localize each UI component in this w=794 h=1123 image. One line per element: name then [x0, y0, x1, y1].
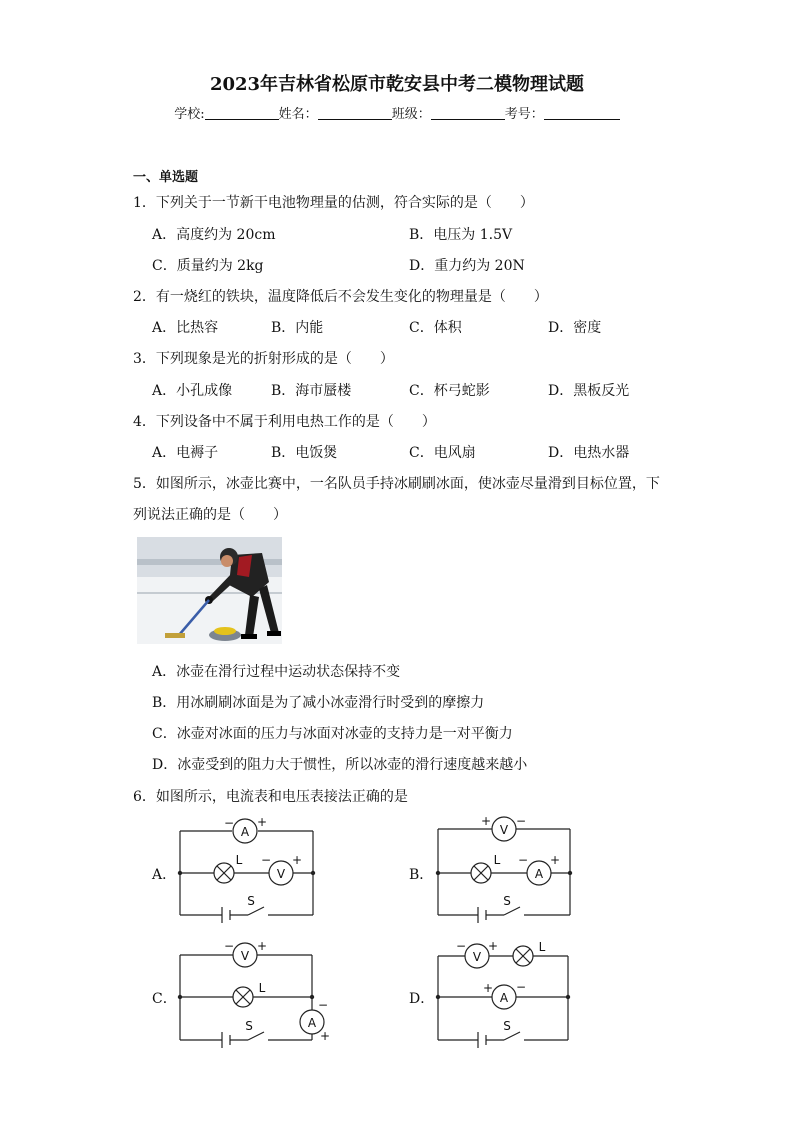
q3-option-a[interactable]: A．小孔成像 [152, 383, 233, 399]
circuit-d-voltmeter-symbol: V [472, 950, 482, 964]
q4-option-d[interactable]: D．电热水器 [548, 445, 630, 461]
name-label: 姓名： [278, 107, 318, 122]
circuit-a-voltmeter-symbol: V [276, 867, 286, 881]
q5-option-d[interactable]: D．冰壶受到的阻力大于惯性，所以冰壶的滑行速度越来越小 [152, 757, 528, 773]
circuit-c-switch-label: S [245, 1019, 253, 1033]
question-4-stem: 4．下列设备中不属于利用电热工作的是（ ） [133, 414, 436, 430]
circuit-c-voltmeter-minus: − [223, 939, 235, 953]
circuit-a-switch-label: S [247, 894, 255, 908]
q2-option-a[interactable]: A．比热容 [152, 320, 219, 336]
q4-option-b[interactable]: B．电饭煲 [271, 445, 338, 461]
circuit-d-switch-label: S [503, 1019, 511, 1033]
q6-option-a[interactable]: A． [152, 867, 177, 883]
circuit-b-voltmeter-minus: − [515, 814, 527, 828]
circuit-b-lamp-label: L [493, 853, 501, 867]
circuit-b-voltmeter-symbol: V [499, 823, 509, 837]
q6-option-d[interactable]: D． [409, 991, 435, 1007]
circuit-a-voltmeter-plus: + [291, 853, 303, 867]
circuit-a-lamp-label: L [235, 853, 243, 867]
circuit-c-ammeter-minus: − [317, 998, 329, 1012]
circuit-b-ammeter-symbol: A [534, 867, 544, 881]
circuit-b-switch-label: S [503, 894, 511, 908]
circuit-d-ammeter-plus: + [482, 981, 494, 995]
question-2-stem: 2．有一烧红的铁块，温度降低后不会发生变化的物理量是（ ） [133, 289, 548, 305]
q3-option-c[interactable]: C．杯弓蛇影 [409, 383, 490, 399]
circuit-c-voltmeter-symbol: V [240, 949, 250, 963]
section-heading: 一、单选题 [133, 170, 199, 185]
q2-option-b[interactable]: B．内能 [271, 320, 324, 336]
circuit-a-ammeter-minus: − [223, 816, 235, 830]
q1-option-c[interactable]: C．质量约为 2kg [152, 258, 264, 274]
circuit-d-voltmeter-plus: + [487, 939, 499, 953]
q6-option-b[interactable]: B． [409, 867, 434, 883]
circuit-b-ammeter-minus: − [517, 853, 529, 867]
circuit-c-ammeter-symbol: A [307, 1016, 317, 1030]
q5-option-c[interactable]: C．冰壶对冰面的压力与冰面对冰壶的支持力是一对平衡力 [152, 726, 513, 742]
q4-option-a[interactable]: A．电褥子 [152, 445, 219, 461]
circuit-d-ammeter-minus: − [515, 980, 527, 994]
class-label: 班级： [391, 107, 431, 122]
circuit-b-ammeter-plus: + [549, 853, 561, 867]
q1-option-a[interactable]: A．高度约为 20cm [152, 227, 276, 243]
circuit-d-voltmeter-minus: − [455, 939, 467, 953]
q1-option-b[interactable]: B．电压为 1.5V [409, 227, 513, 243]
question-5-stem-line2: 列说法正确的是（ ） [133, 507, 287, 523]
page-title: 2023年吉林省松原市乾安县中考二模物理试题 [209, 74, 585, 95]
question-3-stem: 3．下列现象是光的折射形成的是（ ） [133, 351, 394, 367]
circuit-a-ammeter-plus: + [256, 815, 268, 829]
q3-option-b[interactable]: B．海市蜃楼 [271, 383, 352, 399]
question-1-stem: 1．下列关于一节新干电池物理量的估测，符合实际的是（ ） [133, 195, 534, 211]
school-label: 学校: [174, 107, 205, 122]
circuit-c-lamp-label: L [258, 981, 266, 995]
circuit-d-ammeter-symbol: A [499, 991, 509, 1005]
circuit-d-lamp-label: L [538, 940, 546, 954]
question-6-stem: 6．如图所示，电流表和电压表接法正确的是 [133, 789, 408, 805]
exam-no-label: 考号： [504, 107, 544, 122]
circuit-c-ammeter-plus: + [319, 1029, 331, 1043]
q2-option-d[interactable]: D．密度 [548, 320, 602, 336]
question-5-stem-line1: 5．如图所示，冰壶比赛中，一名队员手持冰刷刷冰面，使冰壶尽量滑到目标位置，下 [133, 476, 660, 492]
circuit-c-voltmeter-plus: + [256, 939, 268, 953]
circuit-a-voltmeter-minus: − [260, 853, 272, 867]
q2-option-c[interactable]: C．体积 [409, 320, 462, 336]
q5-option-a[interactable]: A．冰壶在滑行过程中运动状态保持不变 [152, 664, 401, 680]
q4-option-c[interactable]: C．电风扇 [409, 445, 476, 461]
q5-option-b[interactable]: B．用冰刷刷冰面是为了减小冰壶滑行时受到的摩擦力 [152, 695, 485, 711]
q1-option-d[interactable]: D．重力约为 20N [409, 258, 525, 274]
circuit-b-voltmeter-plus: + [480, 814, 492, 828]
q3-option-d[interactable]: D．黑板反光 [548, 383, 630, 399]
circuit-a-ammeter-symbol: A [240, 825, 250, 839]
q6-option-c[interactable]: C． [152, 991, 177, 1007]
